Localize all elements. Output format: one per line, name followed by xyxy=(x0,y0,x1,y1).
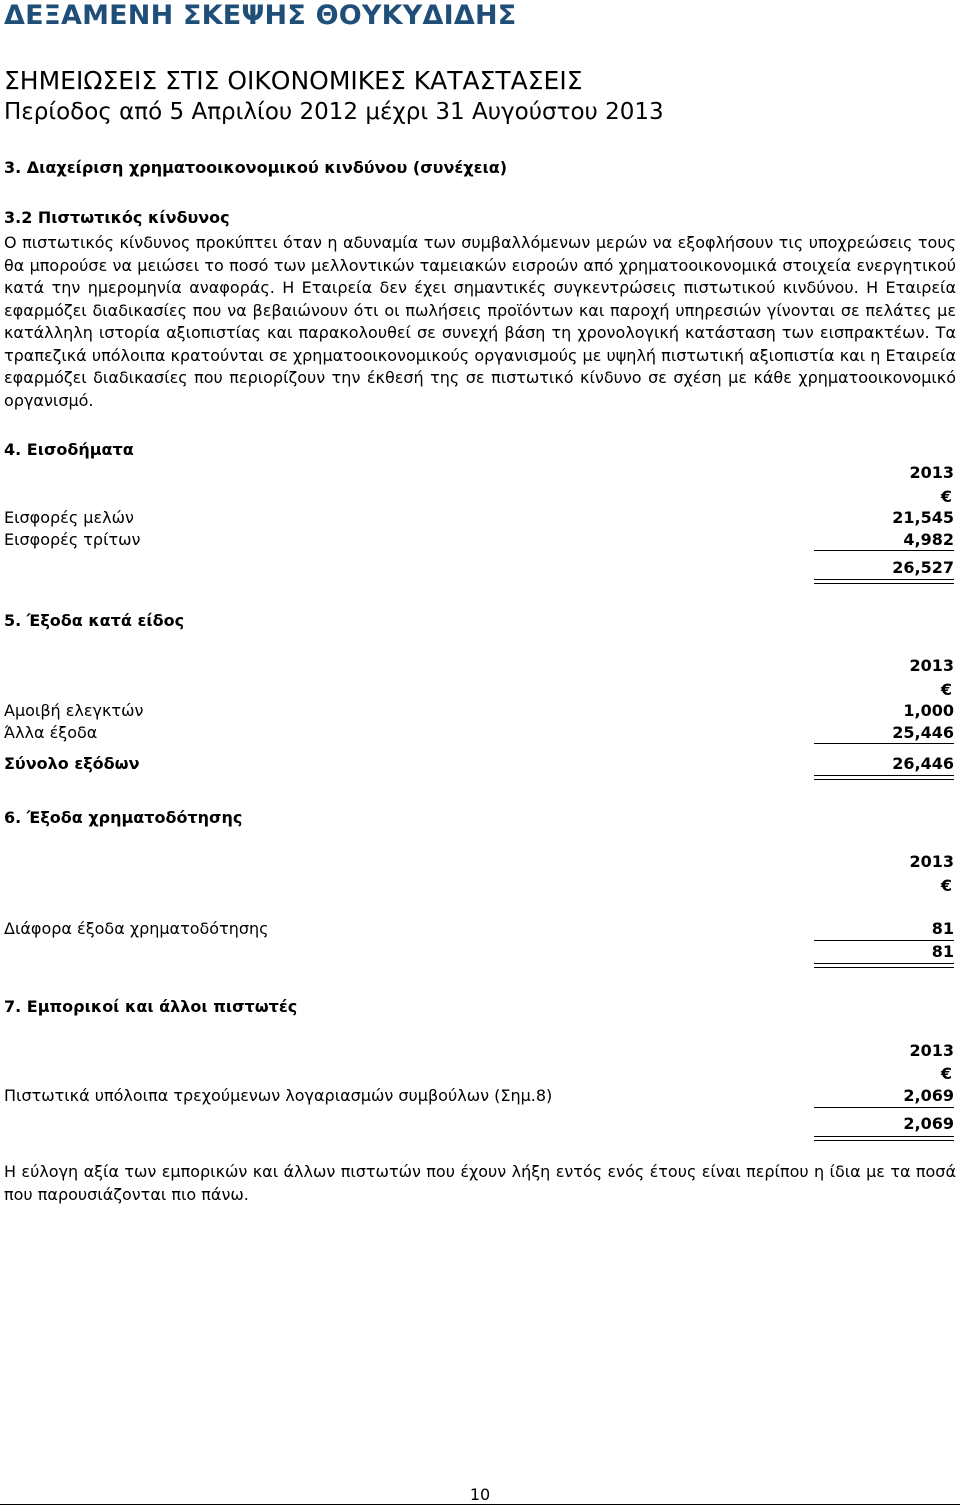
row-label: Εισφορές μελών xyxy=(4,508,134,527)
paragraph-line: εφαρμόζει διαδικασίες που να βεβαιώνουν ότι οι πωλήσεις προϊόντων και παροχή υπηρεσιών γίνονται σε πελάτες με xyxy=(4,300,956,320)
table-total-row xyxy=(4,753,956,775)
year-header: 2013 xyxy=(909,852,954,871)
row-value: 21,545 xyxy=(892,508,954,527)
paragraph-line: κατά την ημερομηνία αναφοράς. Η Εταιρεία δεν έχει σημαντικές συγκεντρώσεις πιστωτικού κινδύνου. Η Εταιρεία xyxy=(4,278,956,297)
total-double-rule xyxy=(814,775,954,780)
paragraph-line: κατάλληλη ιστορία αξιοπιστίας και παρακολουθεί σε συνεχή βάση τη χρονολογική κατάσταση των εισπρακτέων. Τα xyxy=(4,323,956,342)
year-header: 2013 xyxy=(909,656,954,675)
table-total-row xyxy=(4,941,956,963)
currency-header: € xyxy=(940,1064,952,1083)
total-value: 81 xyxy=(931,942,954,961)
currency-header: € xyxy=(940,487,952,506)
fair-value-note xyxy=(4,1161,956,1206)
subtotal-rule xyxy=(814,743,954,744)
paragraph-line: εφαρμόζει διαδικασίες που περιορίζουν την έκθεσή της σε πιστωτικό κίνδυνο σε σχέση με κάθε χρηματοοικονομικό xyxy=(4,368,956,387)
row-label: Εισφορές τρίτων xyxy=(4,530,141,549)
total-value: 26,446 xyxy=(892,754,954,773)
section-3-2-heading: 3.2 Πιστωτικός κίνδυνος xyxy=(4,208,230,227)
row-value: 4,982 xyxy=(903,530,954,549)
row-label: Διάφορα έξοδα χρηματοδότησης xyxy=(4,919,269,938)
currency-header: € xyxy=(940,680,952,699)
total-value: 26,527 xyxy=(892,558,954,577)
section-4-heading: 4. Εισοδήματα xyxy=(4,440,134,459)
page-number: 10 xyxy=(469,1485,491,1504)
table-row xyxy=(4,700,956,722)
table-row xyxy=(4,722,956,744)
row-value: 25,446 xyxy=(892,723,954,742)
year-header: 2013 xyxy=(909,463,954,482)
paragraph-line: οργανισμό. xyxy=(4,390,94,410)
paragraph-line: Η εύλογη αξία των εμπορικών και άλλων πιστωτών που έχουν λήξη εντός ενός έτους είναι περίπου η ίδια με τα ποσά xyxy=(4,1162,956,1181)
table-total-row xyxy=(4,1113,956,1135)
paragraph-line: που παρουσιάζονται πιο πάνω. xyxy=(4,1184,249,1204)
section-3-heading: 3. Διαχείριση χρηματοοικονομικού κινδύνου (συνέχεια) xyxy=(4,158,508,177)
currency-header: € xyxy=(940,876,952,895)
row-value: 81 xyxy=(931,919,954,938)
table-total-row xyxy=(4,557,956,579)
total-label: Σύνολο εξόδων xyxy=(4,754,140,773)
total-value: 2,069 xyxy=(903,1114,954,1133)
total-double-rule xyxy=(814,1136,954,1141)
table-row xyxy=(4,1085,956,1107)
section-5-heading: 5. Έξοδα κατά είδος xyxy=(4,611,185,630)
row-label: Πιστωτικά υπόλοιπα τρεχούμενων λογαριασμών συμβούλων (Σημ.8) xyxy=(4,1086,553,1105)
paragraph-line: Ο πιστωτικός κίνδυνος προκύπτει όταν η αδυναμία των συμβαλλόμενων μερών να εξοφλήσουν τις υποχρεώσεις τους xyxy=(4,233,956,252)
row-label: Αμοιβή ελεγκτών xyxy=(4,701,144,720)
subtotal-rule xyxy=(814,550,954,551)
organization-title: ΔΕΞΑΜΕΝΗ ΣΚΕΨΗΣ ΘΟΥΚΥΔΙΔΗΣ xyxy=(4,0,517,31)
document-title: ΣΗΜΕΙΩΣΕΙΣ ΣΤΙΣ ΟΙΚΟΝΟΜΙΚΕΣ ΚΑΤΑΣΤΑΣΕΙΣ xyxy=(4,66,583,95)
section-7-heading: 7. Εμπορικοί και άλλοι πιστωτές xyxy=(4,997,298,1016)
table-row xyxy=(4,529,956,551)
total-double-rule xyxy=(814,963,954,968)
total-double-rule xyxy=(814,579,954,584)
subtotal-rule xyxy=(814,1107,954,1108)
paragraph-line: τραπεζικά υπόλοιπα κρατούνται σε χρηματοοικονομικούς οργανισμούς με υψηλή πιστωτική αξιοπιστία και η Εταιρεία xyxy=(4,345,956,365)
paragraph-line: θα μπορούσε να μειώσει το ποσό των μελλοντικών ταμειακών εισροών από χρηματοοικονομικά στοιχεία ενεργητικού xyxy=(4,255,956,275)
reporting-period: Περίοδος από 5 Απριλίου 2012 μέχρι 31 Αυγούστου 2013 xyxy=(4,99,664,125)
row-value: 1,000 xyxy=(903,701,954,720)
credit-risk-paragraph xyxy=(4,232,956,412)
year-header: 2013 xyxy=(909,1041,954,1060)
row-value: 2,069 xyxy=(903,1086,954,1105)
row-label: Άλλα έξοδα xyxy=(4,723,98,742)
table-row xyxy=(4,918,956,940)
section-6-heading: 6. Έξοδα χρηματοδότησης xyxy=(4,808,243,827)
table-row xyxy=(4,507,956,529)
